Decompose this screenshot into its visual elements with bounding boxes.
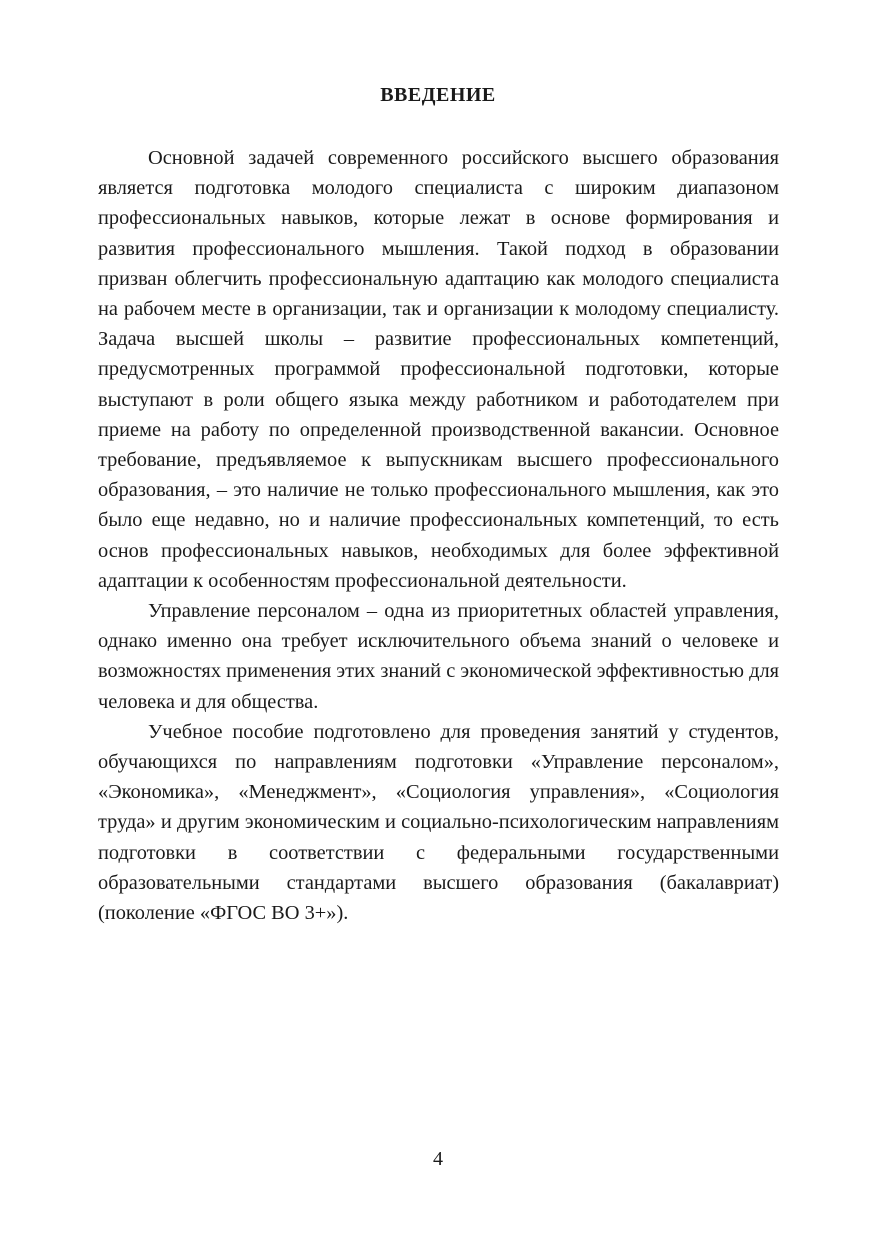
paragraph-1: Основной задачей современного российского высшего образования является подготовка молодого специалиста с широким диапазоном профессиональных навыков, которые лежат в основе формирования и развития профессионального мышления. Такой подход в образовании призван облегчить профессиональную адаптацию как молодого специалиста на рабочем месте в организации, так и организации к молодому специалисту. Задача высшей школы – развитие профессиональных компетенций, предусмотренных программой профессиональной подготовки, которые выступают в роли общего языка между работником и работодателем при приеме на работу по определенной производственной вакансии. Основное требование, предъявляемое к выпускникам высшего профессионального образования, – это наличие не только профессионального мышления, как это было еще недавно, но и наличие профессиональных компетенций, то есть основ профессиональных навыков, необходимых для более эффективной адаптации к особенностям профессиональной деятельности. bbox=[98, 147, 779, 592]
paragraph-3: Учебное пособие подготовлено для проведения занятий у студентов, обучающихся по направлениям подготовки «Управление персоналом», «Экономика», «Менеджмент», «Социология управления», «Социология труда» и другим экономическим и социально-психологическим направлениям подготовки в соответствии с федеральными государственными образовательными стандартами высшего образования (бакалавриат) (поколение «ФГОС ВО 3+»). bbox=[98, 720, 779, 925]
paragraph-2: Управление персоналом – одна из приоритетных областей управления, однако именно она требует исключительного объема знаний о человеке и возможностях применения этих знаний с экономической эффективностью для человека и для общества. bbox=[98, 600, 779, 713]
page-title: ВВЕДЕНИЕ bbox=[380, 84, 496, 106]
body-text bbox=[98, 143, 779, 928]
page-number: 4 bbox=[433, 1148, 443, 1170]
